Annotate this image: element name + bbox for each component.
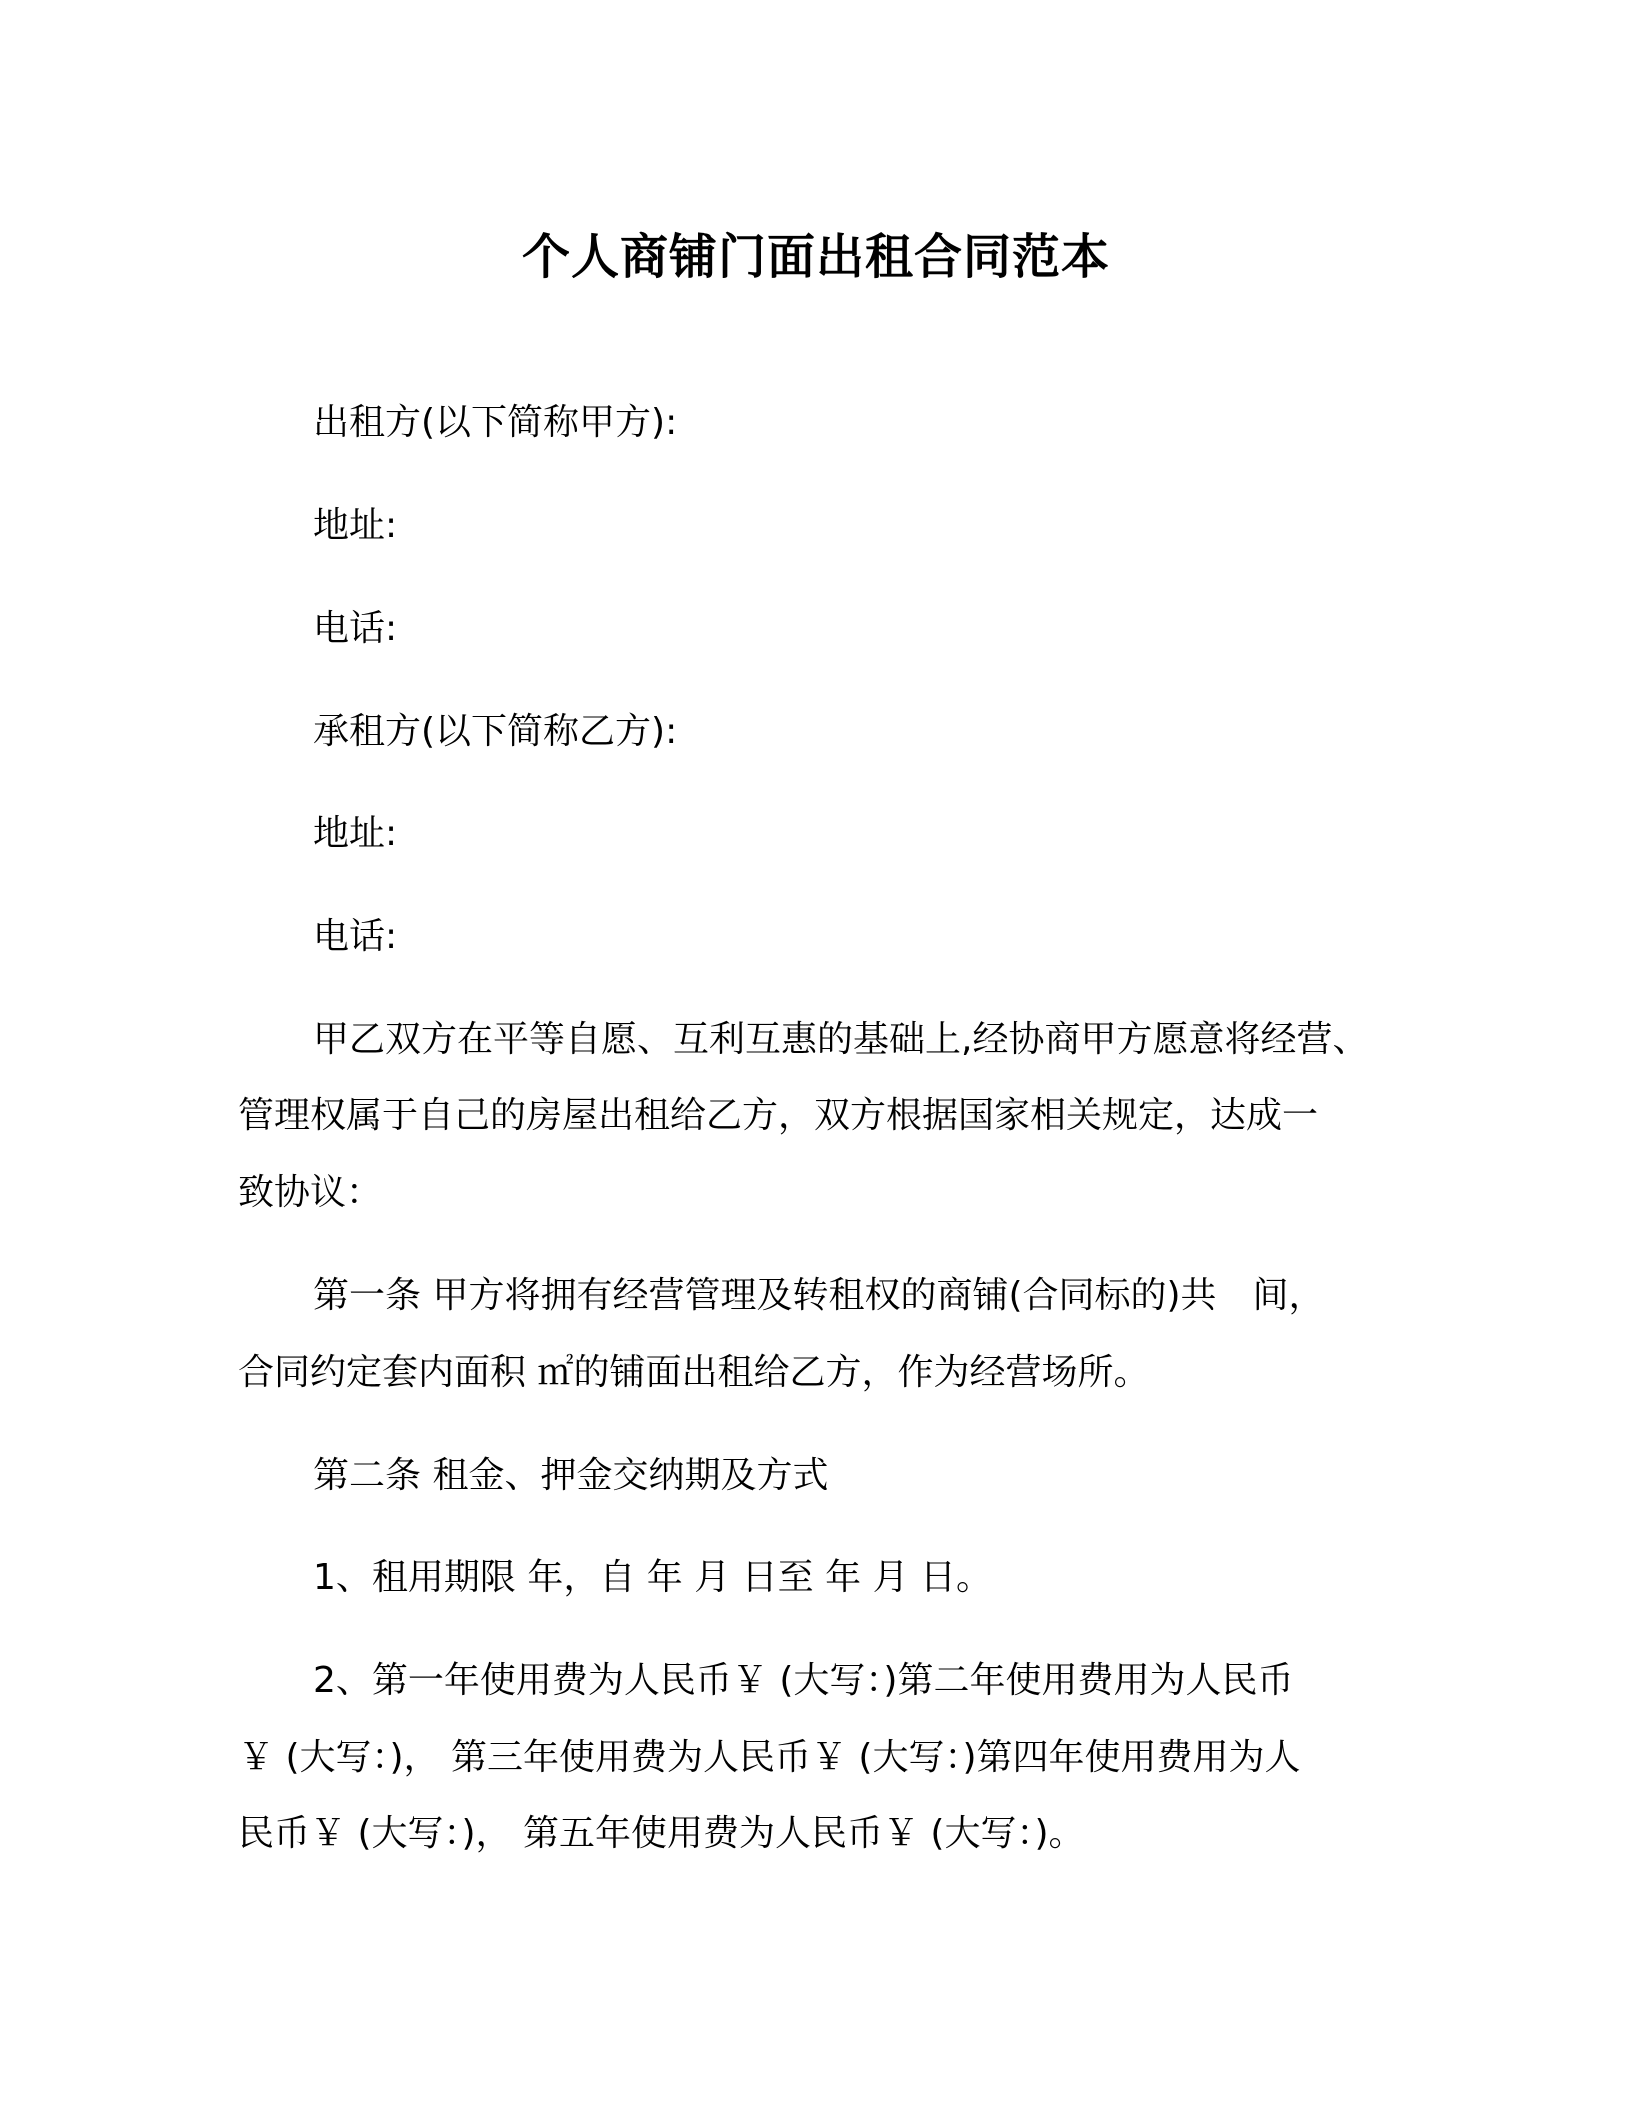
item2-line-3: 民币￥ (大写：)， 第五年使用费为人民币￥ (大写：)。	[238, 1813, 1085, 1854]
lessor-phone-line: 电话:	[313, 608, 398, 649]
lessor-line: 出租方(以下简称甲方):	[313, 402, 678, 443]
item2-line-2: ￥ (大写：)， 第三年使用费为人民币￥ (大写：)第四年使用费用为人	[238, 1737, 1301, 1778]
article1-line-2: 合同约定套内面积 ㎡的铺面出租给乙方，作为经营场所。	[238, 1352, 1150, 1393]
item2-line-1: 2、第一年使用费为人民币￥ (大写：)第二年使用费用为人民币	[313, 1660, 1294, 1701]
preamble-line-1: 甲乙双方在平等自愿、互利互惠的基础上,经协商甲方愿意将经营、	[313, 1019, 1369, 1060]
item1-line: 1、租用期限 年，自 年 月 日至 年 月 日。	[313, 1557, 993, 1598]
preamble-line-2: 管理权属于自己的房屋出租给乙方，双方根据国家相关规定，达成一	[238, 1095, 1319, 1136]
lessee-phone-line: 电话:	[313, 916, 398, 957]
article2-heading: 第二条 租金、押金交纳期及方式	[313, 1455, 829, 1496]
lessee-line: 承租方(以下简称乙方):	[313, 711, 678, 752]
article1-line-1: 第一条 甲方将拥有经营管理及转租权的商铺(合同标的)共 间，	[313, 1275, 1325, 1316]
preamble-line-3: 致协议：	[238, 1172, 383, 1213]
document-title: 个人商铺门面出租合同范本	[521, 229, 1110, 285]
lessee-address-line: 地址:	[313, 813, 398, 854]
lessor-address-line: 地址:	[313, 505, 398, 546]
